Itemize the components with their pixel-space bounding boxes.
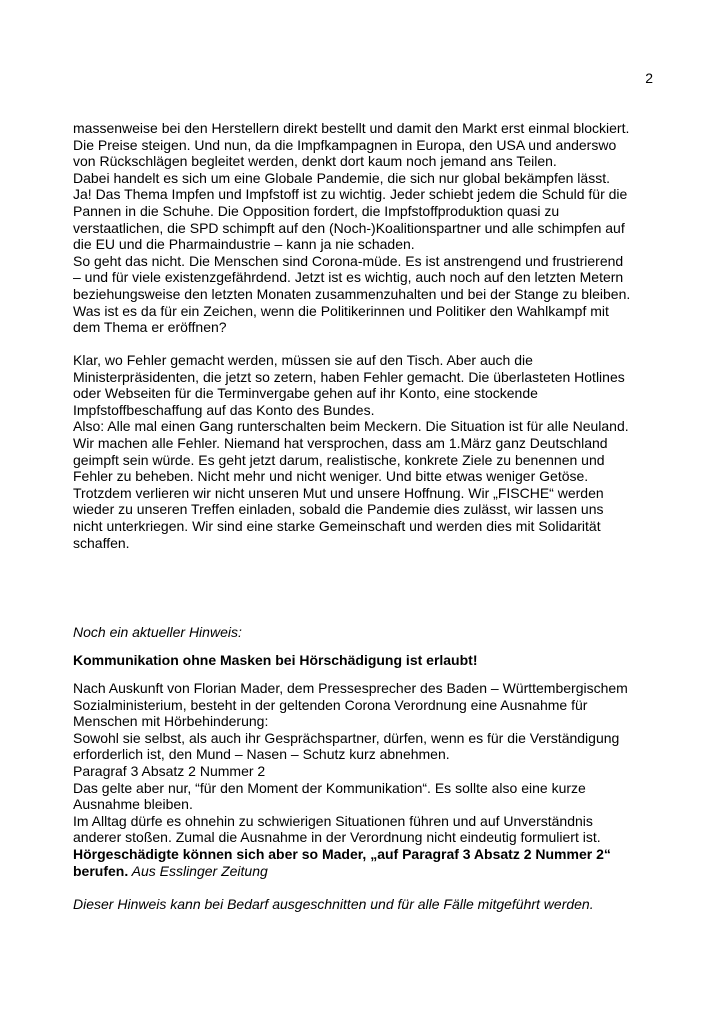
text-line: schaffen. <box>73 534 130 551</box>
text-line: Trotzdem verlieren wir nicht unseren Mut und unsere Hoffnung. Wir „FISCHE“ werden <box>73 484 604 501</box>
text-line: Also: Alle mal einen Gang runterschalten beim Meckern. Die Situation ist für alle Neuland. <box>73 418 629 435</box>
paragraph-conclusion <box>73 846 663 879</box>
paragraph-mistakes <box>73 352 663 551</box>
text-line: Pannen in die Schuhe. Die Opposition fordert, die Impfstoffproduktion quasi zu <box>73 202 560 219</box>
text-line: die EU und die Pharmaindustrie – kann ja nie schaden. <box>73 236 415 253</box>
text-line: erforderlich ist, den Mund – Nasen – Schutz kurz abnehmen. <box>73 746 450 763</box>
page-number: 2 <box>645 70 653 86</box>
text-line: verstaatlichen, die SPD schimpft auf den (Noch-)Koalitionspartner und alle schimpfen auf <box>73 219 625 236</box>
footer-note: Dieser Hinweis kann bei Bedarf ausgeschnitten und für alle Fälle mitgeführt werden. <box>73 896 594 912</box>
text-line: Wir machen alle Fehler. Niemand hat versprochen, dass am 1.März ganz Deutschland <box>73 434 608 451</box>
paragraph-mask-exception <box>73 680 663 846</box>
text-line: dem Thema er eröffnen? <box>73 319 227 336</box>
text-line: Das gelte aber nur, “für den Moment der Kommunikation“. Es sollte also eine kurze <box>73 779 586 796</box>
text-line: Nach Auskunft von Florian Mader, dem Pressesprecher des Baden – Württembergischem <box>73 680 628 696</box>
text-line: von Rückschlägen begleitet werden, denkt dort kaum noch jemand ans Teilen. <box>73 153 557 170</box>
text-line: Im Alltag dürfe es ohnehin zu schwierigen Situationen führen und auf Unverständnis <box>73 812 593 829</box>
source-citation: Aus Esslinger Zeitung <box>128 862 268 879</box>
text-line: Menschen mit Hörbehinderung: <box>73 713 269 730</box>
text-line: – und für viele existenzgefährdend. Jetzt ist es wichtig, auch noch auf den letzten Metern <box>73 269 624 286</box>
bold-statement-line: Hörgeschädigte können sich aber so Mader, „auf Paragraf 3 Absatz 2 Nummer 2“ <box>73 846 611 862</box>
text-line: Sowohl sie selbst, als auch ihr Gesprächspartner, dürfen, wenn es für die Verständigung <box>73 729 620 746</box>
bold-statement-end: berufen. <box>73 862 129 879</box>
text-line: Paragraf 3 Absatz 2 Nummer 2 <box>73 762 266 779</box>
text-line: geimpft sein würde. Es geht jetzt darum, realistische, konkrete Ziele zu benennen und <box>73 451 605 468</box>
text-line: Ausnahme bleiben. <box>73 796 193 813</box>
text-line: wieder zu unseren Treffen einladen, sobald die Pandemie dies zulässt, wir lassen uns <box>73 501 604 518</box>
notice-label: Noch ein aktueller Hinweis: <box>73 624 242 640</box>
text-line: Klar, wo Fehler gemacht werden, müssen sie auf den Tisch. Aber auch die <box>73 352 533 368</box>
text-line: Dabei handelt es sich um eine Globale Pandemie, die sich nur global bekämpfen lässt. <box>73 169 610 186</box>
text-line: Die Preise steigen. Und nun, da die Impfkampagnen in Europa, den USA und anderswo <box>73 136 617 153</box>
text-line: Ja! Das Thema Impfen und Impfstoff ist zu wichtig. Jeder schiebt jedem die Schuld für die <box>73 186 628 203</box>
text-line: anderer stoßen. Zumal die Ausnahme in der Verordnung nicht eindeutig formuliert ist. <box>73 829 601 846</box>
text-line: Sozialministerium, besteht in der geltenden Corona Verordnung eine Ausnahme für <box>73 696 588 713</box>
text-line: Impfstoffbeschaffung auf das Konto des Bundes. <box>73 401 375 418</box>
paragraph-vaccine-situation <box>73 120 663 336</box>
text-line: nicht unterkriegen. Wir sind eine starke Gemeinschaft und werden dies mit Solidarität <box>73 517 601 534</box>
text-line: Fehler zu beheben. Nicht mehr und nicht weniger. Und bitte etwas weniger Getöse. <box>73 468 589 485</box>
text-line: Was ist es da für ein Zeichen, wenn die Politikerinnen und Politiker den Wahlkampf mit <box>73 302 609 319</box>
text-line: oder Webseiten für die Terminvergabe gehen auf ihr Konto, eine stockende <box>73 385 538 402</box>
text-line: massenweise bei den Herstellern direkt bestellt und damit den Markt erst einmal blockiert. <box>73 120 630 136</box>
text-line: Ministerpräsidenten, die jetzt so zetern, haben Fehler gemacht. Die überlasteten Hotlines <box>73 368 625 385</box>
text-line: So geht das nicht. Die Menschen sind Corona-müde. Es ist anstrengend und frustrierend <box>73 252 624 269</box>
notice-heading: Kommunikation ohne Masken bei Hörschädigung ist erlaubt! <box>73 652 478 668</box>
text-line: beziehungsweise den letzten Monaten zusammenzuhalten und bei der Stange zu bleiben. <box>73 285 631 302</box>
